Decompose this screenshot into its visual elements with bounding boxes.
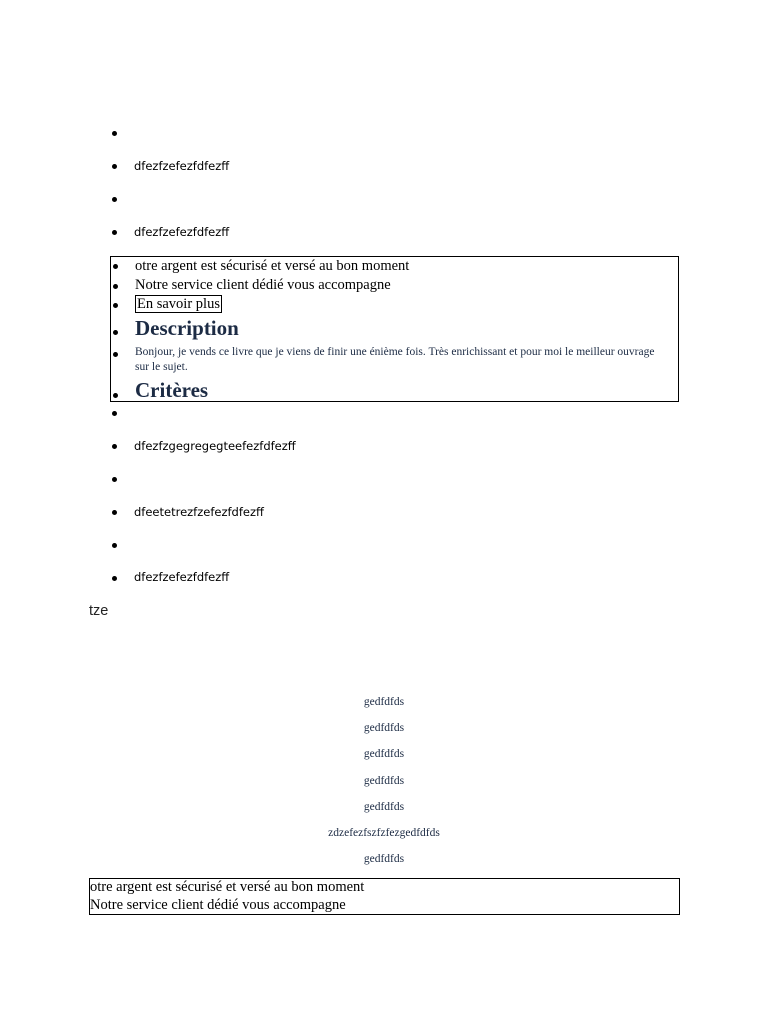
secure-payment-text: otre argent est sécurisé et versé au bon moment	[135, 258, 410, 274]
description-text: Bonjour, je vends ce livre que je viens de finir une énième fois. Très enrichissant et pour moi le meilleur ouvrage sur le sujet.	[135, 346, 655, 373]
list-item: dfeetetrezfzefezfdfezff	[134, 505, 264, 519]
learn-more-link[interactable]: En savoir plus	[137, 296, 220, 312]
list-bullet	[112, 543, 117, 548]
list-bullet	[113, 330, 118, 335]
list-bullet	[113, 303, 118, 308]
list-item: dfezfzefezfdfezff	[134, 225, 230, 239]
list-bullet	[112, 444, 117, 449]
centered-line: gedfdfds	[363, 853, 405, 865]
list-bullet	[113, 264, 118, 269]
footer-info-box	[89, 878, 680, 915]
list-bullet	[112, 411, 117, 416]
centered-line: gedfdfds	[363, 696, 405, 708]
list-bullet	[112, 576, 117, 581]
customer-service-text: Notre service client dédié vous accompagne	[90, 896, 346, 913]
centered-line: gedfdfds	[363, 801, 405, 813]
tze-text: tze	[89, 603, 109, 619]
list-item: dfezfzefezfdfezff	[134, 159, 230, 173]
centered-line: zdzefezfszfzfezgedfdfds	[328, 827, 440, 839]
list-item: dfezfzgegregegteefezfdfezff	[134, 439, 296, 453]
customer-service-text: Notre service client dédié vous accompagne	[135, 277, 391, 293]
list-bullet	[113, 393, 118, 398]
list-bullet	[112, 164, 117, 169]
list-bullet	[112, 131, 117, 136]
centered-line: gedfdfds	[363, 722, 405, 734]
list-bullet	[112, 510, 117, 515]
list-bullet	[113, 352, 118, 357]
criteria-heading: Critères	[135, 378, 209, 402]
list-bullet	[112, 197, 117, 202]
centered-line: gedfdfds	[363, 775, 405, 787]
description-heading: Description	[135, 316, 239, 340]
secure-payment-text: otre argent est sécurisé et versé au bon moment	[90, 879, 365, 895]
list-bullet	[112, 477, 117, 482]
list-bullet	[112, 230, 117, 235]
list-item: dfezfzefezfdfezff	[134, 570, 230, 584]
info-box	[110, 256, 679, 402]
centered-line: gedfdfds	[363, 748, 405, 760]
learn-more-row	[135, 296, 222, 313]
list-bullet	[113, 284, 118, 289]
